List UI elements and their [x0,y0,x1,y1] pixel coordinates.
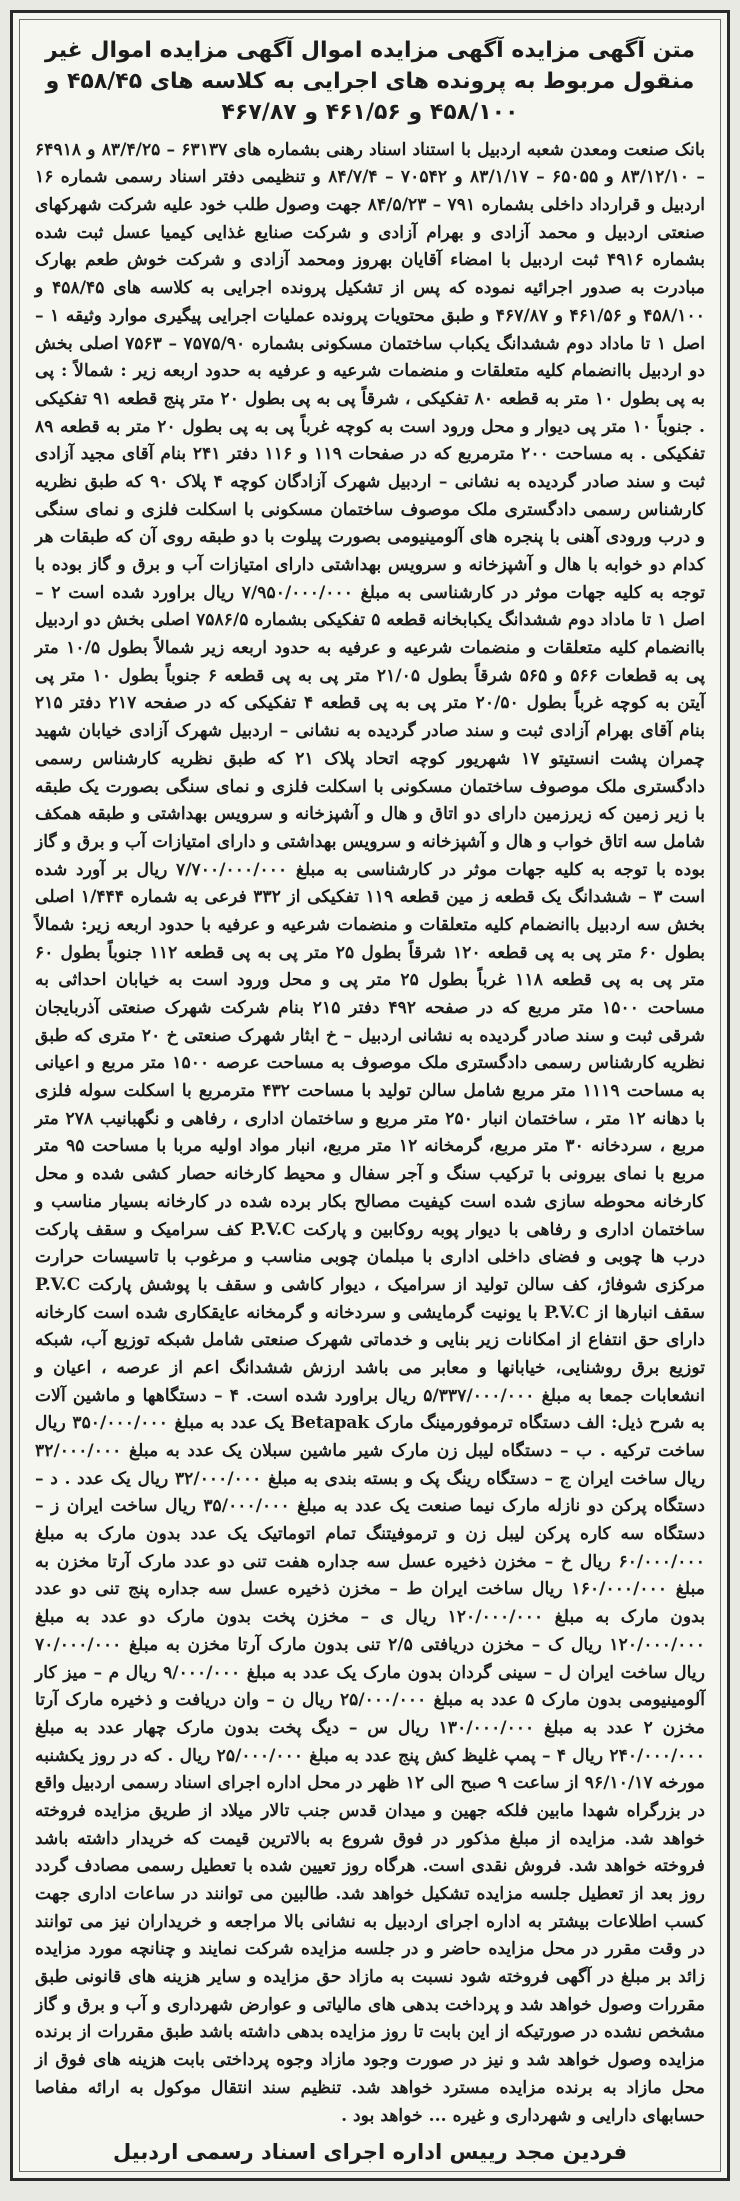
notice-body [35,137,705,2131]
notice-paragraph: بانک صنعت ومعدن شعبه اردبیل با استناد اسناد رهنی بشماره های ۶۳۱۳۷ – ۸۳/۴/۲۵ و ۶۴۹۱۸ – ۸۳/۱۲/۱۰ و ۶۵۰۵۵ – ۸۳/۱/۱۷ و ۷۰۵۴۲ – ۸۴/۷/۴ و تنظیمی دفتر اسناد رسمی شماره ۱۶ اردبیل و قرارداد داخلی بشماره ۷۹۱ – ۸۴/۵/۲۳ جهت وصول طلب خود علیه شرکت شهرکهای صنعتی اردبیل و محمد آزادی و بهرام آزادی و شرکت صنایع غذایی کیمیا عسل ثبت شده بشماره ۴۹۱۶ ثبت اردبیل با امضاء آقایان بهروز ومحمد آزادی و شرکت خوش طعم بهارک مبادرت به صدور اجرائیه نموده که پس از تشکیل پرونده اجرایی به کلاسه های ۴۵۸/۴۵ و ۴۵۸/۱۰۰ و ۴۶۱/۵۶ و ۴۶۷/۸۷ و طبق محتویات پرونده عملیات اجرایی پیگیری موارد وثیقه ۱ – اصل ۱ تا ماداد دوم ششدانگ یکباب ساختمان مسکونی بشماره ۷۵۷۵/۹۰ – ۷۵۶۳ اصلی بخش دو اردبیل باانضمام کلیه متعلقات و منضمات شرعیه و عرفیه به حدود اربعه زیر : شمالاً : پی به پی بطول ۱۰ متر به قطعه ۸۰ تفکیکی ، شرقاً پی به پی بطول ۲۰ متر پنج قطعه ۹۱ تفکیکی . جنوباً ۱۰ متر پی دیوار و محل ورود است به کوچه غرباً پی به پی بطول ۲۰ متر به قطعه ۸۹ تفکیکی . به مساحت ۲۰۰ مترمربع که در صفحات ۱۱۹ و ۱۱۶ دفتر ۲۴۱ بنام آقای مجید آزادی ثبت و سند صادر گردیده به نشانی – اردبیل شهرک آزادگان کوچه ۴ پلاک ۹۰ که طبق نظریه کارشناس رسمی دادگستری ملک موصوف ساختمان مسکونی با اسکلت فلزی و نمای سنگی و درب ورودی آهنی با پنجره های آلومینیومی بصورت پیلوت با دو طبقه روی آن که طبقات هر کدام دو خوابه با هال و آشپزخانه و سرویس بهداشتی دارای امتیازات آب و برق و گاز بوده با توجه به کلیه جهات موثر در کارشناسی به مبلغ ۷/۹۵۰/۰۰۰/۰۰۰ ریال براورد شده است ۲ – اصل ۱ تا ماداد دوم ششدانگ یکبابخانه قطعه ۵ تفکیکی بشماره ۷۵۸۶/۵ اصلی بخش دو اردبیل باانضمام کلیه متعلقات و منضمات شرعیه و عرفیه به حدود اربعه زیر شمالاً بطول ۱۰/۵ متر پی به قطعات ۵۶۶ و ۵۶۵ شرقاً بطول ۲۱/۰۵ متر پی به پی قطعه ۶ جنوباً بطول ۱۰ متر پی آیتن به کوچه غرباً بطول ۲۰/۵۰ متر پی به پی قطعه ۴ تفکیکی که در صفحه ۲۱۷ دفتر ۲۱۵ بنام آقای بهرام آزادی ثبت و سند صادر گردیده به نشانی – اردبیل شهرک آزادی خیابان شهید چمران پشت انستیتو ۱۷ شهریور کوچه اتحاد پلاک ۲۱ که طبق نظریه کارشناس رسمی دادگستری ملک موصوف ساختمان مسکونی با اسکلت فلزی و نمای سنگی بصورت یک طبقه با زیر زمین که زیرزمین دارای دو اتاق و هال و آشپزخانه و سرویس بهداشتی و طبقه همکف شامل سه اتاق خواب و هال و آشپزخانه و سرویس بهداشتی و دارای امتیازات آب و برق و گاز بوده با توجه به کلیه جهات موثر در کارشناسی به مبلغ ۷/۷۰۰/۰۰۰/۰۰۰ ریال بر آورد شده است ۳ – ششدانگ یک قطعه ز مین قطعه ۱۱۹ تفکیکی از ۳۳۲ فرعی به شماره ۱/۴۴۴ اصلی بخش سه اردبیل باانضمام کلیه متعلقات و منضمات شرعیه و عرفیه با حدود اربعه زیر: شمالاً بطول ۶۰ متر پی به پی قطعه ۱۲۰ شرقاً بطول ۲۵ متر پی به پی قطعه ۱۱۲ جنوباً بطول ۶۰ متر پی به پی قطعه ۱۱۸ غرباً بطول ۲۵ متر پی و محل ورود است به خیابان احداثی به مساحت ۱۵۰۰ متر مربع که در صفحه ۴۹۲ دفتر ۲۱۵ بنام شرکت شهرک صنعتی آذربایجان شرقی ثبت و سند صادر گردیده به نشانی اردبیل – خ ابثار شهرک صنعتی خ ۲۰ متری که طبق نظریه کارشناس رسمی دادگستری ملک موصوف به مساحت عرصه ۱۵۰۰ متر مربع و اعیانی به مساحت ۱۱۱۹ متر مربع شامل سالن تولید با مساحت ۴۳۲ مترمربع با اسکلت سوله فلزی با دهانه ۱۲ متر ، ساختمان انبار ۲۵۰ متر مربع و ساختمان اداری ، رفاهی و نگهبانیب ۲۷۸ متر مربع ، سردخانه ۳۰ متر مربع، گرمخانه ۱۲ متر مربع، انبار مواد اولیه مربا با مساحت ۹۵ متر مربع با نمای بیرونی با ترکیب سنگ و آجر سفال و محیط کارخانه حصار کشی شده و محل کارخانه محوطه سازی شده است کیفیت مصالح بکار برده شده در کارخانه بسیار مناسب و ساختمان اداری و رفاهی با دیوار پوبه روکابین و پارکت P.V.C کف سرامیک و سقف پارکت درب ها چوبی و فضای داخلی اداری با مبلمان چوبی مناسب و مرغوب با تاسیسات حرارت مرکزی شوفاژ، کف سالن تولید از سرامیک ، دیوار کاشی و سقف با پوشش پارکت P.V.C سقف انبارها از P.V.C با یونیت گرمایشی و سردخانه و گرمخانه عایقکاری شده است کارخانه دارای حق انتفاع از امکانات زیر بنایی و خدماتی شهرک صنعتی شامل شبکه توزیع آب، شبکه توزیع برق روشنایی، خیابانها و معابر می باشد ارزش ششدانگ اعم از عرصه ، اعیان و انشعابات جمعا به مبلغ ۵/۳۳۷/۰۰۰/۰۰۰ ریال براورد شده است. ۴ – دستگاهها و ماشین آلات به شرح ذیل: الف دستگاه ترموفورمینگ مارک Betapak یک عدد به مبلغ ۳۵۰/۰۰۰/۰۰۰ ریال ساخت ترکیه . ب – دستگاه لیبل زن مارک شیر ماشین سبلان یک عدد به مبلغ ۳۲/۰۰۰/۰۰۰ ریال ساخت ایران ج – دستگاه رینگ پک و بسته بندی به مبلغ ۳۲/۰۰۰/۰۰۰ ریال یک عدد . د – دستگاه پرکن دو نازله مارک نیما صنعت یک عدد به مبلغ ۳۵/۰۰۰/۰۰۰ ریال ساخت ایران ز – دستگاه سه کاره پرکن لیبل زن و ترموفیتنگ تمام اتوماتیک یک عدد بدون مارک به مبلغ ۶۰/۰۰۰/۰۰۰ ریال خ – مخزن ذخیره عسل سه جداره هفت تنی دو عدد مارک آرتا مخزن به مبلغ ۱۶۰/۰۰۰/۰۰۰ ریال ساخت ایران ط – مخزن ذخیره عسل سه جداره پنج تنی دو عدد بدون مارک به مبلغ ۱۲۰/۰۰۰/۰۰۰ ریال ی – مخزن پخت بدون مارک دو عدد به مبلغ ۱۲۰/۰۰۰/۰۰۰ ریال ک – مخزن دریافتی ۲/۵ تنی بدون مارک آرتا مخزن به مبلغ ۷۰/۰۰۰/۰۰۰ ریال ساخت ایران ل – سینی گردان بدون مارک یک عدد به مبلغ ۹/۰۰۰/۰۰۰ ریال م – میز کار آلومینیومی بدون مارک ۵ عدد به مبلغ ۲۵/۰۰۰/۰۰۰ ریال ن – وان دریافت و ذخیره مارک آرتا مخزن ۲ عدد به مبلغ ۱۳۰/۰۰۰/۰۰۰ ریال س – دیگ پخت بدون مارک چهار عدد به مبلغ ۲۴۰/۰۰۰/۰۰۰ ریال ۴ – پمپ غلیظ کش پنج عدد به مبلغ ۲۵/۰۰۰/۰۰۰ ریال . که در روز یکشنبه مورخه ۹۶/۱۰/۱۷ از ساعت ۹ صبح الی ۱۲ ظهر در محل اداره اجرای اسناد رسمی اردبیل واقع در بزرگراه شهدا مابین فلکه جهین و میدان قدس جنب تالار میلاد از طریق مزایده فروخته خواهد شد. مزایده از مبلغ مذکور در فوق شروع به بالاترین قیمت که خریدار داشته باشد فروخته خواهد شد. فروش نقدی است. هرگاه روز تعیین شده با تعطیل رسمی مصادف گردد روز بعد از تعطیل جلسه مزایده تشکیل خواهد شد. طالبین می توانند در ساعات اداری جهت کسب اطلاعات بیشتر به اداره اجرای اردبیل به نشانی بالا مراجعه و خریداران نیز می توانند در وقت مقرر در محل مزایده حاضر و در جلسه مزایده شرکت نمایند و چنانچه مورد مزایده زائد بر مبلغ در آگهی فروخته شود نسبت به مازاد حق مزایده و سایر هزینه های قانونی طبق مقررات وصول خواهد شد و پرداخت بدهی های مالیاتی و عوارض شهرداری و آب و برق و گاز مشخص نشده در صورتیکه از این بابت تا روز مزایده بدهی داشته باشد طبق مقررات از برنده مزایده وصول خواهد شد و نیز در صورت وجود مازاد وجوه پرداختی بابت هزینه های فوق از محل مازاد به برنده مزایده مسترد خواهد شد. تنظیم سند انتقال موکول به ارائه مفاصا حسابهای دارایی و شهرداری و غیره ... خواهد بود . [35,139,706,2126]
notice-signature: فردین مجد رییس اداره اجرای اسناد رسمی اردبیل [113,2140,627,2165]
newspaper-notice [10,10,730,2181]
notice-title: متن آگهی مزایده آگهی مزایده اموال آگهی مزایده اموال غیر منقول مربوط به پرونده های اجرایی به کلاسه های ۴۵۸/۴۵ و ۴۵۸/۱۰۰ و ۴۶۱/۵۶ و ۴۶۷/۸۷ [45,38,695,126]
